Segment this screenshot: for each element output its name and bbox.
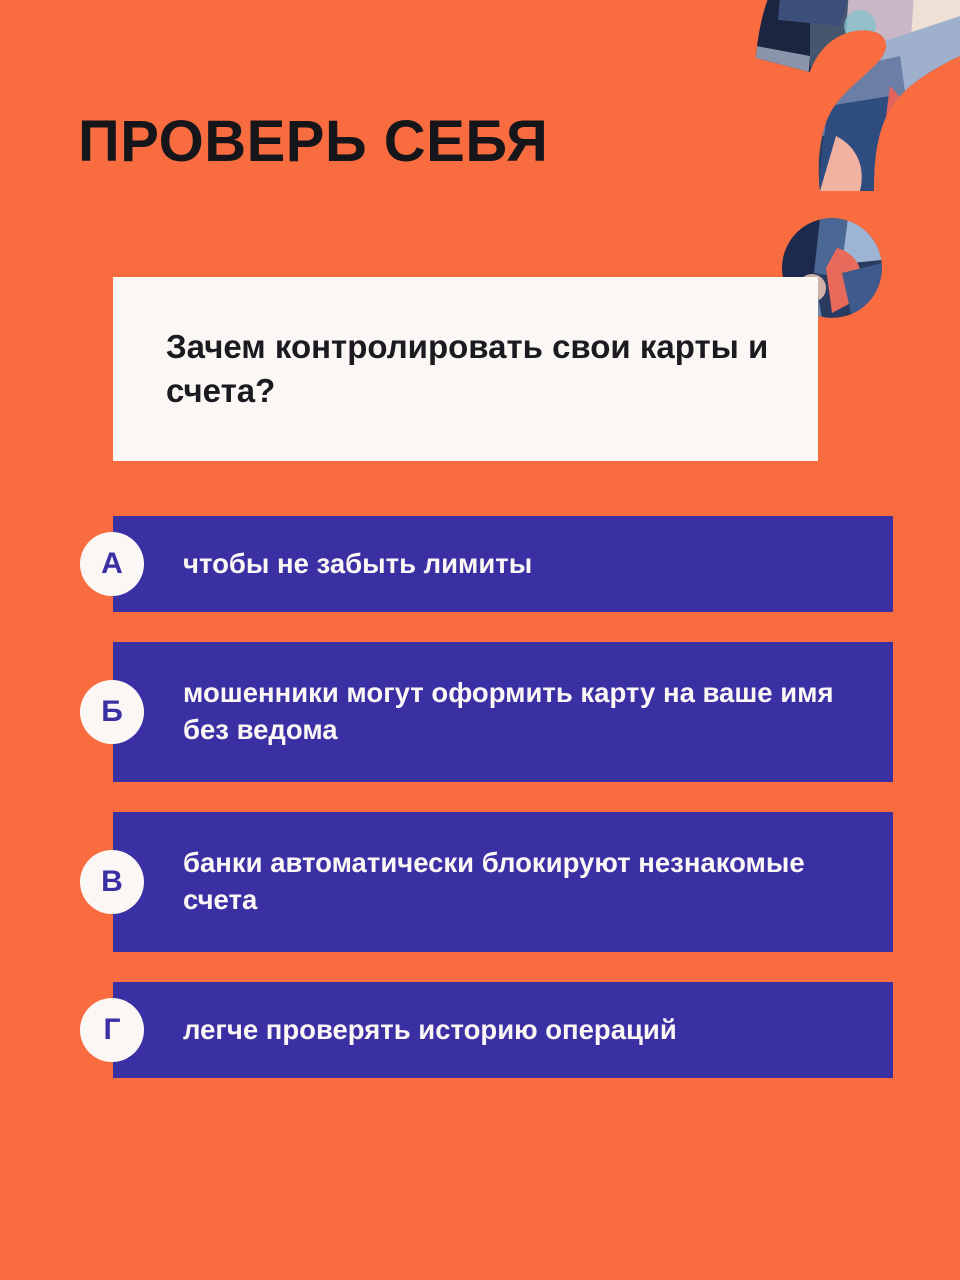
answer-bar[interactable]: [113, 812, 893, 952]
answer-option-a[interactable]: [0, 516, 960, 612]
answer-letter-badge: А: [80, 532, 144, 596]
answer-bar[interactable]: [113, 982, 893, 1078]
answer-letter-badge: В: [80, 850, 144, 914]
answer-bar[interactable]: [113, 642, 893, 782]
answers-list: [0, 516, 960, 1108]
answer-letter-badge: Г: [80, 998, 144, 1062]
answer-label: чтобы не забыть лимиты: [183, 547, 533, 579]
decorative-collage: [660, 0, 960, 320]
page-title: ПРОВЕРЬ СЕБЯ: [78, 109, 549, 174]
answer-letter-badge: Б: [80, 680, 144, 744]
answer-label: мошенники могут оформить карту на ваше имя без ведома: [183, 677, 834, 745]
answer-option-v[interactable]: [0, 812, 960, 952]
answer-label: банки автоматически блокируют незнакомые счета: [183, 847, 805, 915]
question-text: Зачем контролировать свои карты и счета?: [166, 328, 769, 409]
answer-label: легче проверять историю операций: [183, 1013, 677, 1045]
answer-option-g[interactable]: [0, 982, 960, 1078]
answer-bar[interactable]: [113, 516, 893, 612]
question-mark-collage-icon: [660, 0, 960, 216]
question-card: [113, 277, 818, 461]
answer-option-b[interactable]: [0, 642, 960, 782]
